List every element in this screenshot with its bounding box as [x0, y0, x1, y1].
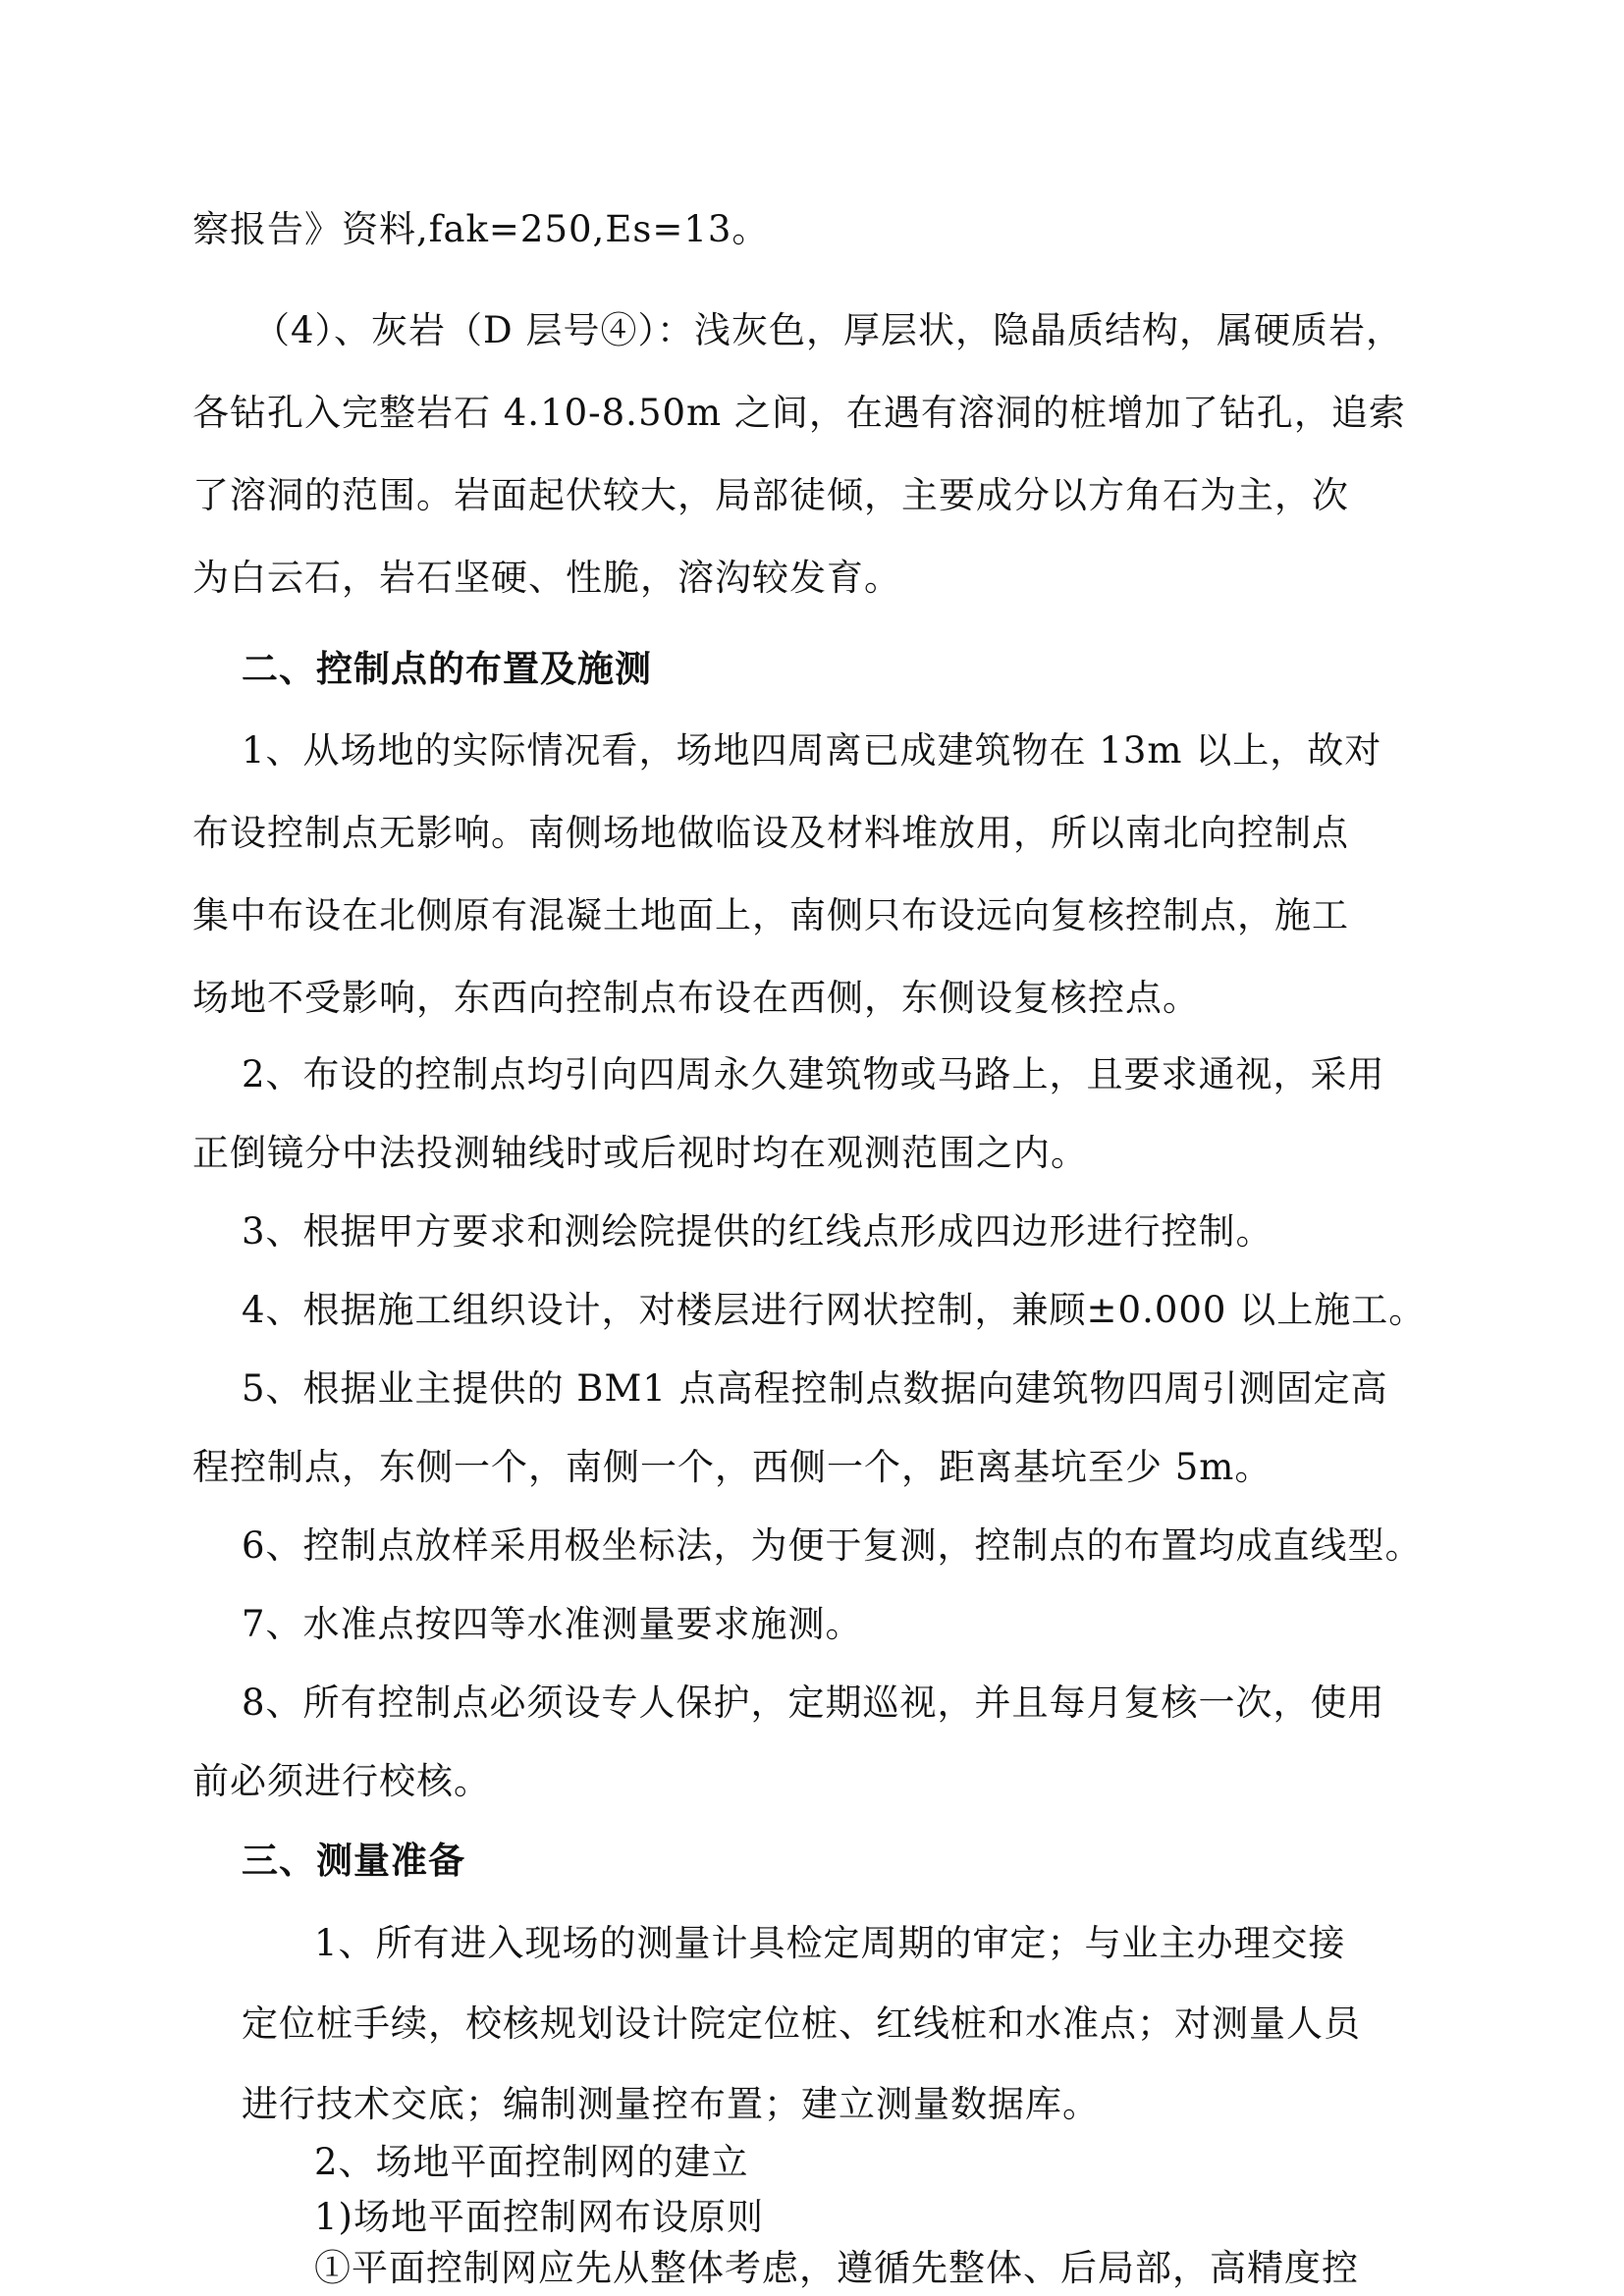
text-line: 集中布设在北侧原有混凝土地面上，南侧只布设远向复核控制点，施工	[192, 894, 1349, 936]
text-line: 1、从场地的实际情况看，场地四周离已成建筑物在 13m 以上，故对	[242, 729, 1382, 772]
text-line: 4、根据施工组织设计，对楼层进行网状控制，兼顾±0.000 以上施工。	[242, 1289, 1427, 1331]
section-heading: 三、测量准备	[242, 1839, 465, 1882]
text-line: 2、场地平面控制网的建立	[314, 2141, 749, 2183]
text-line: 前必须进行校核。	[192, 1760, 491, 1802]
text-line: 3、根据甲方要求和测绘院提供的红线点形成四边形进行控制。	[242, 1210, 1273, 1253]
section-heading: 二、控制点的布置及施测	[242, 647, 652, 690]
text-line: 程控制点，东侧一个，南侧一个，西侧一个，距离基坑至少 5m。	[192, 1446, 1272, 1488]
text-line: 8、所有控制点必须设专人保护，定期巡视，并且每月复核一次，使用	[242, 1682, 1385, 1724]
text-line: 2、布设的控制点均引向四周永久建筑物或马路上，且要求通视，采用	[242, 1053, 1385, 1095]
text-line: 5、根据业主提供的 BM1 点高程控制点数据向建筑物四周引测固定高	[242, 1367, 1388, 1410]
text-line: 了溶洞的范围。岩面起伏较大，局部徒倾，主要成分以方角石为主，次	[192, 474, 1349, 516]
text-line: 1)场地平面控制网布设原则	[314, 2196, 764, 2238]
text-line: 7、水准点按四等水准测量要求施测。	[242, 1603, 863, 1645]
text-line: 为白云石，岩石坚硬、性脆，溶沟较发育。	[192, 557, 901, 599]
text-line: ①平面控制网应先从整体考虑，遵循先整体、后局部，高精度控	[314, 2247, 1359, 2289]
text-line: 正倒镜分中法投测轴线时或后视时均在观测范围之内。	[192, 1132, 1088, 1174]
text-line: 1、所有进入现场的测量计具检定周期的审定；与业主办理交接	[314, 1922, 1346, 1964]
text-line: 各钻孔入完整岩石 4.10-8.50m 之间，在遇有溶洞的桩增加了钻孔，追索	[192, 392, 1406, 434]
text-line: 进行技术交底；编制测量控布置；建立测量数据库。	[242, 2083, 1100, 2125]
text-line: 定位桩手续，校核规划设计院定位桩、红线桩和水准点；对测量人员	[242, 2002, 1361, 2045]
text-line: 布设控制点无影响。南侧场地做临设及材料堆放用，所以南北向控制点	[192, 812, 1349, 854]
text-line: 察报告》资料,fak=250,Es=13。	[192, 208, 770, 250]
text-line: 6、控制点放样采用极坐标法，为便于复测，控制点的布置均成直线型。	[242, 1524, 1423, 1567]
text-line: 场地不受影响，东西向控制点布设在西侧，东侧设复核控点。	[192, 977, 1200, 1019]
text-line: （4）、灰岩（D 层号④）：浅灰色，厚层状，隐晶质结构，属硬质岩，	[253, 309, 1403, 351]
